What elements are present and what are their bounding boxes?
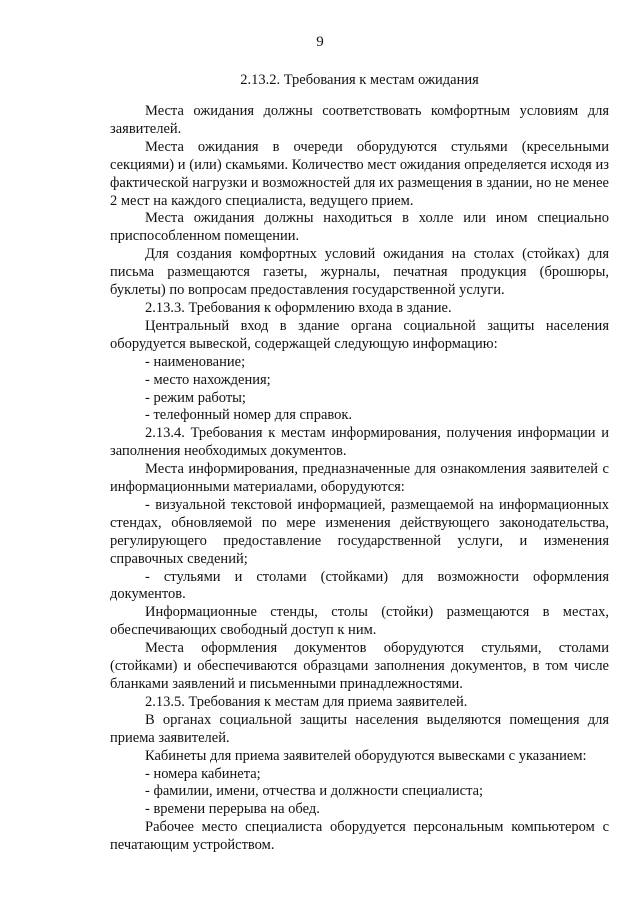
list-item: - режим работы; — [145, 389, 246, 406]
paragraph: Места ожидания в очереди оборудуются стульями (кресельными секциями) и (или) скамьями. Количество мест ожидания определяется исходя из фактической нагрузки и возможностей для их размещения в здании, но не менее 2 мест на каждого специалиста, ведущего прием. — [110, 138, 609, 209]
list-item: - номера кабинета; — [145, 765, 261, 782]
subsection-heading: 2.13.3. Требования к оформлению входа в здание. — [145, 299, 452, 316]
section-heading: 2.13.2. Требования к местам ожидания — [240, 72, 479, 88]
list-item: - визуальной текстовой информацией, размещаемой на информационных стендах, обновляемой по мере изменения действующего законодательства, регулирующего предоставление государственной услуги, и изменения справочных сведений; — [110, 496, 609, 567]
paragraph: Рабочее место специалиста оборудуется персональным компьютером с печатающим устройством. — [110, 819, 609, 854]
paragraph: Места оформления документов оборудуются стульями, столами (стойками) и обеспечиваются образцами заполнения документов, в том числе бланками заявлений и письменными принадлежностями. — [110, 640, 609, 692]
list-item: - фамилии, имени, отчества и должности специалиста; — [145, 783, 484, 800]
list-item: - место нахождения; — [145, 371, 271, 388]
subsection-heading: 2.13.4. Требования к местам информирования, получения информации и заполнения необходимых документов. — [110, 425, 609, 460]
page-number: 9 — [316, 34, 324, 50]
paragraph: Информационные стенды, столы (стойки) размещаются в местах, обеспечивающих свободный доступ к ним. — [110, 604, 609, 639]
paragraph: Кабинеты для приема заявителей оборудуются вывесками с указанием: — [145, 747, 587, 764]
paragraph: Места ожидания должны соответствовать комфортным условиям для заявителей. — [110, 103, 609, 137]
subsection-heading: 2.13.5. Требования к местам для приема заявителей. — [145, 693, 468, 710]
paragraph: В органах социальной защиты населения выделяются помещения для приема заявителей. — [110, 711, 609, 746]
list-item: - наименование; — [145, 353, 246, 370]
list-item: - времени перерыва на обед. — [145, 801, 320, 818]
paragraph: Места информирования, предназначенные для ознакомления заявителей с информационными материалами, оборудуются: — [110, 461, 609, 496]
list-item: - стульями и столами (стойками) для возможности оформления документов. — [110, 568, 609, 603]
list-item: - телефонный номер для справок. — [145, 407, 353, 424]
paragraph: Центральный вход в здание органа социальной защиты населения оборудуется вывеской, содержащей следующую информацию: — [110, 317, 609, 352]
paragraph: Места ожидания должны находиться в холле или ином специально приспособленном помещении. — [110, 210, 609, 245]
document-body — [110, 71, 609, 855]
paragraph: Для создания комфортных условий ожидания на столах (стойках) для письма размещаются газеты, журналы, печатная продукция (брошюры, буклеты) по вопросам предоставления государственной услуги. — [110, 246, 609, 299]
